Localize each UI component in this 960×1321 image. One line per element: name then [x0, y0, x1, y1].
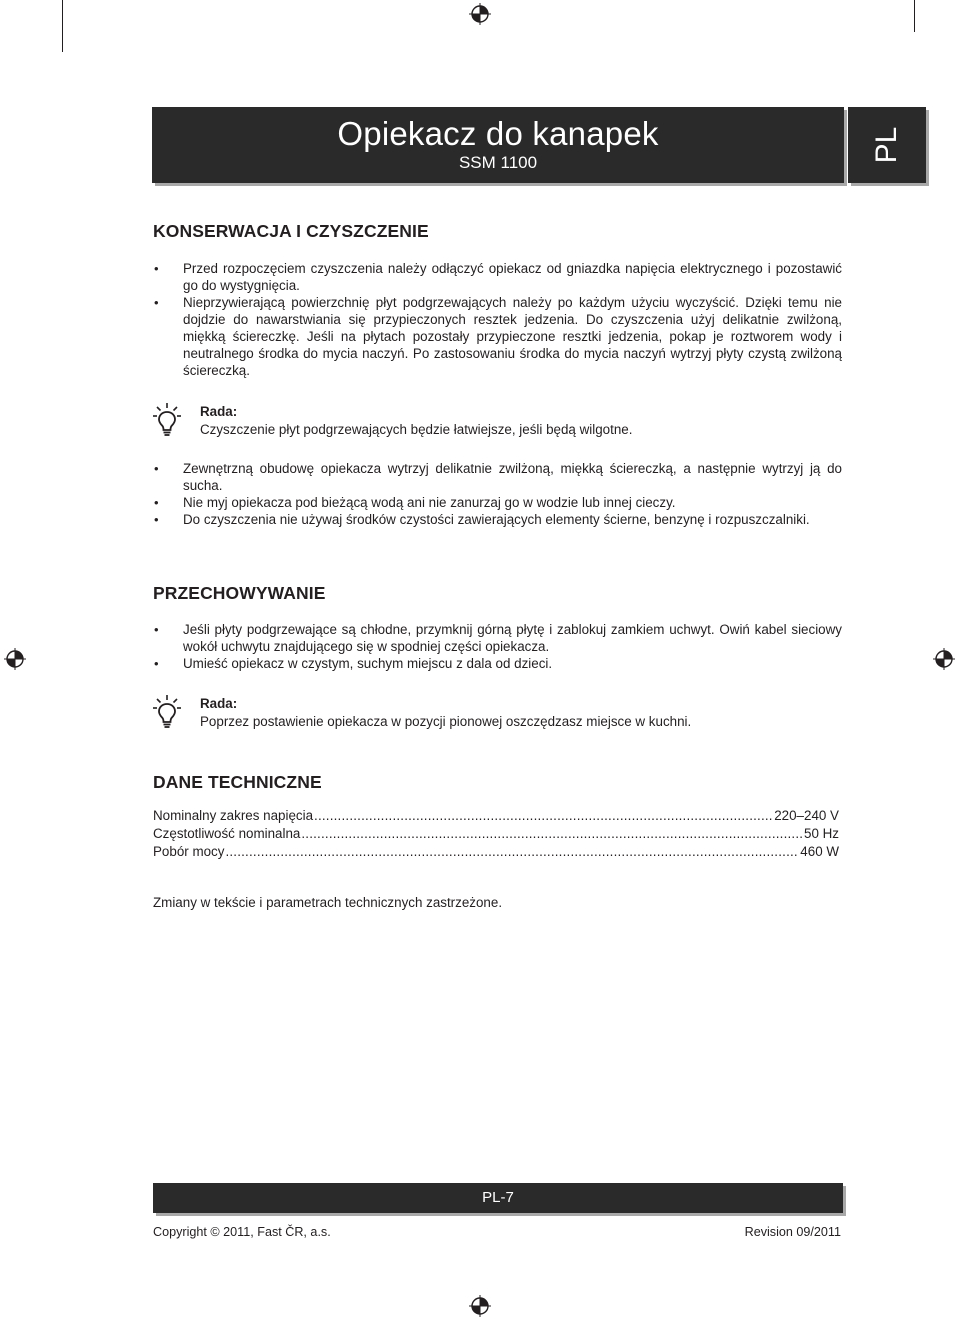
section-heading-storage: PRZECHOWYWANIE — [153, 583, 326, 603]
list-item: • Nie myj opiekacza pod bieżącą wodą ani nie zanurzaj go w wodzie lub innej cieczy. — [154, 495, 676, 510]
tip-label: Rada: — [200, 696, 238, 711]
dot-leader — [314, 808, 773, 823]
revision-text: Revision 09/2011 — [744, 1225, 841, 1239]
dot-leader — [301, 826, 803, 841]
spec-row — [153, 826, 839, 844]
registration-mark-icon — [469, 1295, 491, 1317]
bullet: • — [154, 461, 159, 476]
maintenance-list-b — [153, 460, 842, 528]
spec-value: 50 Hz — [804, 826, 839, 841]
bullet: • — [154, 295, 159, 310]
header-banner — [152, 107, 844, 183]
crop-mark-left — [62, 0, 63, 52]
list-item: • Przed rozpoczęciem czyszczenia należy odłączyć opiekacz od gniazdka napięcia elektrycznego i pozostawić go do wystygnięcia. — [154, 261, 842, 293]
registration-mark-icon — [4, 648, 26, 670]
list-item: • Jeśli płyty podgrzewające są chłodne, przymknij górną płytę i zablokuj zamkiem uchwyt. Owiń kabel sieciowy wokół uchwytu znajdującego się w spodniej części opiekacza. — [154, 622, 842, 654]
copyright-text: Copyright © 2011, Fast ČR, a.s. — [153, 1225, 331, 1239]
spec-row — [153, 844, 839, 862]
list-item: • Umieść opiekacz w czystym, suchym miejscu z dala od dzieci. — [154, 656, 553, 671]
list-item: • Nieprzywierającą powierzchnię płyt podgrzewających należy po każdym użyciu wyczyścić. Dzięki temu nie dojdzie do nawarstwiania się przypieczonych resztek jedzenia. Do czyszczenia użyj delikatnie zwilżoną, miękką ściereczkę. Jeśli na płytach pozostały przypieczone resztki jedzenia, pokap je roztworem wody i neutralnego środka do mycia naczyń. Po zastosowaniu środka do mycia naczyń wytrzyj płyty czystą zwilżoną ściereczką. — [154, 295, 842, 378]
section-heading-technical: DANE TECHNICZNE — [153, 772, 322, 792]
tip-text: Poprzez postawienie opiekacza w pozycji pionowej oszczędzasz miejsce w kuchni. — [200, 714, 692, 729]
bullet: • — [154, 512, 159, 527]
model-number: SSM 1100 — [458, 153, 538, 172]
bullet: • — [154, 656, 159, 671]
language-code: PL — [870, 126, 903, 164]
registration-mark-icon — [469, 3, 491, 25]
bullet: • — [154, 495, 159, 510]
lightbulb-icon — [153, 694, 181, 730]
list-item: • Zewnętrzną obudowę opiekacza wytrzyj delikatnie zwilżoną, miękką ściereczką, a następnie wytrzyj ją do sucha. — [154, 461, 842, 493]
spec-value: 220–240 V — [774, 808, 839, 823]
bullet: • — [154, 261, 159, 276]
footer-bar — [153, 1183, 843, 1213]
language-tab — [848, 107, 926, 183]
spec-row — [153, 808, 839, 826]
crop-mark-right — [914, 0, 915, 32]
section-heading-maintenance: KONSERWACJA I CZYSZCZENIE — [153, 221, 429, 241]
spec-label: Nominalny zakres napięcia — [153, 808, 314, 823]
list-item: • Do czyszczenia nie używaj środków czystości zawierających elementy ścierne, benzynę i rozpuszczalniki. — [154, 512, 810, 527]
maintenance-list-a — [153, 260, 842, 379]
storage-list — [153, 621, 842, 672]
registration-mark-icon — [933, 648, 955, 670]
document-title: Opiekacz do kanapek — [337, 115, 659, 152]
spec-label: Częstotliwość nominalna — [153, 826, 301, 841]
disclaimer-note: Zmiany w tekście i parametrach technicznych zastrzeżone. — [153, 895, 503, 910]
spec-value: 460 W — [800, 844, 839, 859]
bullet: • — [154, 622, 159, 637]
spec-label: Pobór mocy — [153, 844, 225, 859]
lightbulb-icon — [153, 402, 181, 438]
page-number: PL-7 — [482, 1189, 514, 1206]
tip-text: Czyszczenie płyt podgrzewających będzie łatwiejsze, jeśli będą wilgotne. — [200, 422, 633, 437]
dot-leader — [225, 844, 799, 859]
tip-label: Rada: — [200, 404, 238, 419]
